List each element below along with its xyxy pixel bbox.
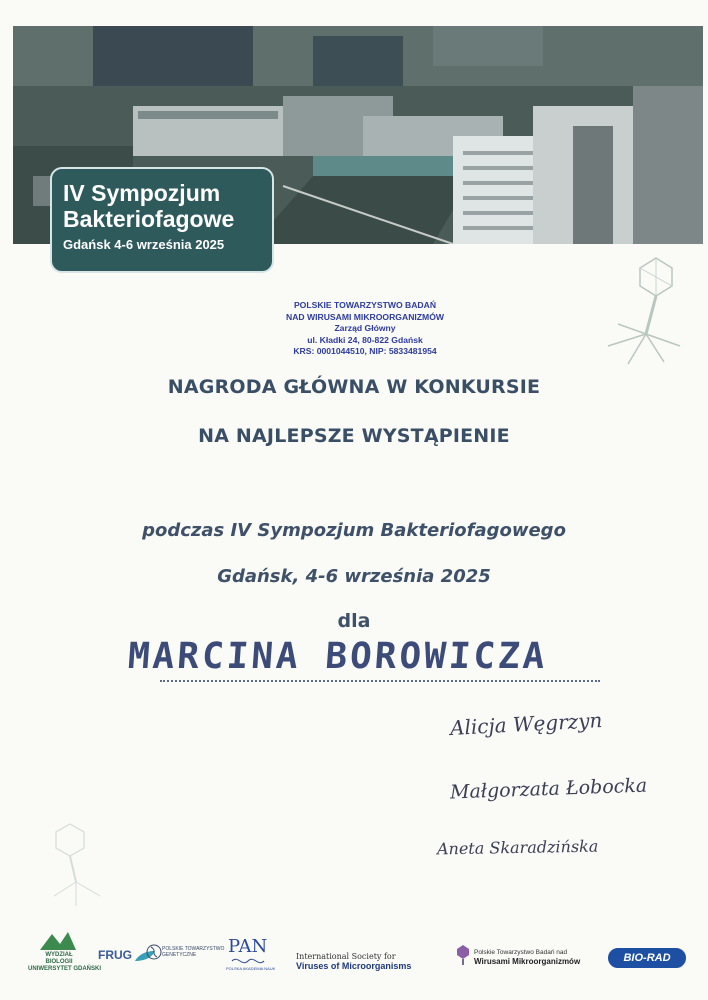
recipient-dotted-line [160,680,600,682]
ptg-line1: POLSKIE TOWARZYSTWO [162,946,225,952]
bacteriophage-watermark-icon [40,820,110,910]
wb-line2: BIOLOGII [45,959,73,965]
event-name: podczas IV Sympozjum Bakteriofagowego [142,520,566,541]
logo-wydzial-biologii [28,952,102,973]
symposium-title-line1: IV Sympozjum [63,180,221,206]
society-name-line2: NAD WIRUSAMI MIKROORGANIZMÓW [285,311,444,322]
society-board: Zarząd Główny [334,323,396,333]
ptg-emblem-icon [146,944,162,960]
society-registry: KRS: 0001044510, NIP: 5833481954 [293,346,437,356]
ptbw-phage-icon [455,944,471,966]
logo-isvm-line1: International Society for [296,952,396,961]
award-title-line2: NA NAJLEPSZE WYSTĄPIENIE [198,425,510,447]
society-address: ul. Kładki 24, 80-822 Gdańsk [307,334,423,345]
logo-isvm-line2: Viruses of Microorganisms [296,961,412,971]
pan-infinity-icon [228,957,268,965]
wb-line3: UNIWERSYTET GDAŃSKI [28,966,102,972]
logo-biorad: BIO-RAD [608,948,686,968]
sponsor-logos [0,930,708,980]
logo-ptbw [474,948,580,967]
for-label: dla [337,610,371,632]
symposium-title-card [50,167,274,273]
logo-ptg [162,946,224,958]
award-title-line1: NAGRODA GŁÓWNA W KONKURSIE [167,376,541,398]
signature-1: Alicja Węgrzyn [449,708,603,740]
signature-3: Aneta Skaradzińska [436,836,599,859]
symposium-date: Gdańsk 4-6 września 2025 [63,237,225,252]
wb-logo-icon [38,930,78,952]
ptg-line2: GENETYCZNE [162,952,197,958]
pan-subtitle: POLSKA AKADEMIA NAUK [226,966,276,971]
wb-line1: WYDZIAŁ [45,952,73,958]
ptbw-line1: Polskie Towarzystwo Badań nad [474,949,568,956]
society-header [260,300,470,358]
event-place-date: Gdańsk, 4-6 września 2025 [217,566,491,587]
signature-2: Małgorzata Łobocka [449,774,648,804]
logo-frug: FRUG [98,948,132,962]
ptbw-line2: Wirusami Mikroorganizmów [474,957,581,966]
recipient-name: MARCINA BOROWICZA [126,636,549,677]
society-name-line1: POLSKIE TOWARZYSTWO BADAŃ [293,300,437,310]
bacteriophage-icon [598,254,688,374]
symposium-title-line2: Bakteriofagowe [63,206,235,232]
logo-pan: PAN [228,936,268,957]
